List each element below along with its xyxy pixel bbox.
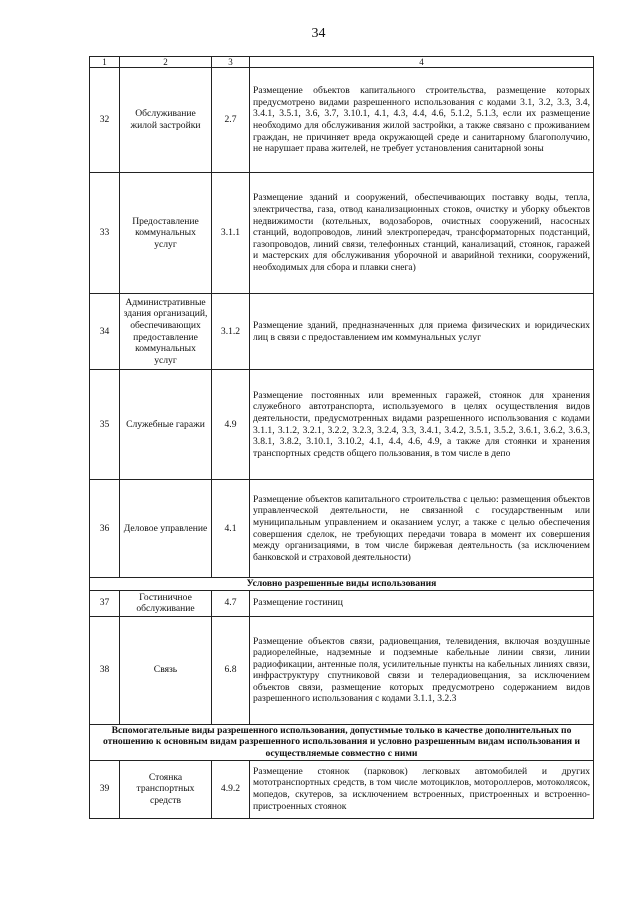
section-header-row — [90, 578, 594, 591]
use-type-description: Размещение объектов капитального строительства, размещение которых предусмотрено видами разрешенного использования с кодами 3.1, 3.2, 3.3, 3.4, 3.4.1, 3.5.1, 3.6, 3.7, 3.10.1, 4.1, 4.3, 4.4, 4.6, 5.1.2, 5.1.3, если их размещение необходимо для обслуживания жилой застройки, а также связано с проживанием граждан, не причиняет вреда окружающей среде и санитарному благополучию, не нарушает права жителей, не требует установления санитарной зоны — [250, 68, 594, 173]
use-type-description: Размещение объектов связи, радиовещания, телевидения, включая воздушные радиорелейные, надземные и подземные кабельные линии связи, линии радиофикации, антенные поля, усилительные пункты на кабельных линиях связи, инфраструктуру спутниковой связи и телерадиовещания, за исключением объектов связи, размещение которых предусмотрено содержанием видов разрешенного использования с кодами 3.1.1, 3.2.3 — [250, 616, 594, 724]
table-row — [90, 616, 594, 724]
use-type-name: Стоянка транспортных средств — [120, 760, 212, 818]
use-type-code: 3.1.2 — [212, 294, 250, 370]
table-row — [90, 370, 594, 480]
section-title: Условно разрешенные виды использования — [90, 578, 594, 591]
table-row — [90, 480, 594, 578]
use-type-name: Связь — [120, 616, 212, 724]
row-number: 36 — [90, 480, 120, 578]
row-number: 33 — [90, 173, 120, 294]
table-row — [90, 68, 594, 173]
header-cell-1: 1 — [90, 57, 120, 68]
use-type-name: Служебные гаражи — [120, 370, 212, 480]
use-type-name: Гостиничное обслуживание — [120, 590, 212, 616]
use-type-name: Предоставление коммунальных услуг — [120, 173, 212, 294]
use-type-name: Деловое управление — [120, 480, 212, 578]
use-type-description: Размещение постоянных или временных гаражей, стоянок для хранения служебного автотранспорта, используемого в целях осуществления видов деятельности, предусмотренных видами разрешенного использования с кодами 3.1.1, 3.1.2, 3.2.1, 3.2.2, 3.2.3, 3.2.4, 3.3, 3.4.1, 3.4.2, 3.5.1, 3.5.2, 3.6.1, 3.6.2, 3.6.3, 3.8.1, 3.8.2, 3.10.1, 3.10.2, 4.1, 4.4, 4.6, 4.9, а также для стоянки и хранения транспортных средств общего пользования, в том числе в депо — [250, 370, 594, 480]
use-type-code: 4.9 — [212, 370, 250, 480]
use-type-code: 2.7 — [212, 68, 250, 173]
table-row — [90, 760, 594, 818]
header-cell-2: 2 — [120, 57, 212, 68]
table-row — [90, 590, 594, 616]
row-number: 35 — [90, 370, 120, 480]
use-type-code: 4.1 — [212, 480, 250, 578]
use-type-description: Размещение объектов капитального строительства с целью: размещения объектов управленческой деятельности, не связанной с государственным или муниципальным управлением и оказанием услуг, а также с целью обеспечения совершения сделок, не требующих передачи товара в момент их совершения между организациями, в том числе биржевая деятельность (за исключением банковской и страховой деятельности) — [250, 480, 594, 578]
use-type-code: 3.1.1 — [212, 173, 250, 294]
header-cell-3: 3 — [212, 57, 250, 68]
row-number: 38 — [90, 616, 120, 724]
use-type-description: Размещение гостиниц — [250, 590, 594, 616]
use-type-description: Размещение стоянок (парковок) легковых автомобилей и других мототранспортных средств, в том числе мотоциклов, мотороллеров, мотоколясок, мопедов, скутеров, за исключением встроенных, пристроенных и встроенно-пристроенных стоянок — [250, 760, 594, 818]
table-row — [90, 173, 594, 294]
row-number: 32 — [90, 68, 120, 173]
use-type-code: 6.8 — [212, 616, 250, 724]
use-type-name: Административные здания организаций, обеспечивающих предоставление коммунальных услуг — [120, 294, 212, 370]
table-header-row — [90, 57, 594, 68]
use-type-name: Обслуживание жилой застройки — [120, 68, 212, 173]
section-title: Вспомогательные виды разрешенного использования, допустимые только в качестве дополнительных по отношению к основным видам разрешенного использования и условно разрешенным видам использования и осуществляемые совместно с ними — [90, 724, 594, 760]
section-header-row — [90, 724, 594, 760]
use-type-code: 4.9.2 — [212, 760, 250, 818]
row-number: 37 — [90, 590, 120, 616]
table-row — [90, 294, 594, 370]
header-cell-4: 4 — [250, 57, 594, 68]
use-type-code: 4.7 — [212, 590, 250, 616]
land-use-table — [89, 56, 594, 819]
use-type-description: Размещение зданий, предназначенных для приема физических и юридических лиц в связи с предоставлением им коммунальных услуг — [250, 294, 594, 370]
use-type-description: Размещение зданий и сооружений, обеспечивающих поставку воды, тепла, электричества, газа, отвод канализационных стоков, очистку и уборку объектов недвижимости (котельных, водозаборов, очистных сооружений, насосных станций, водопроводов, линий электропередач, трансформаторных подстанций, газопроводов, линий связи, телефонных станций, канализаций, стоянок, гаражей и мастерских для обслуживания уборочной и аварийной техники, сооружений, необходимых для сбора и плавки снега) — [250, 173, 594, 294]
row-number: 34 — [90, 294, 120, 370]
page-number: 34 — [311, 26, 326, 41]
row-number: 39 — [90, 760, 120, 818]
